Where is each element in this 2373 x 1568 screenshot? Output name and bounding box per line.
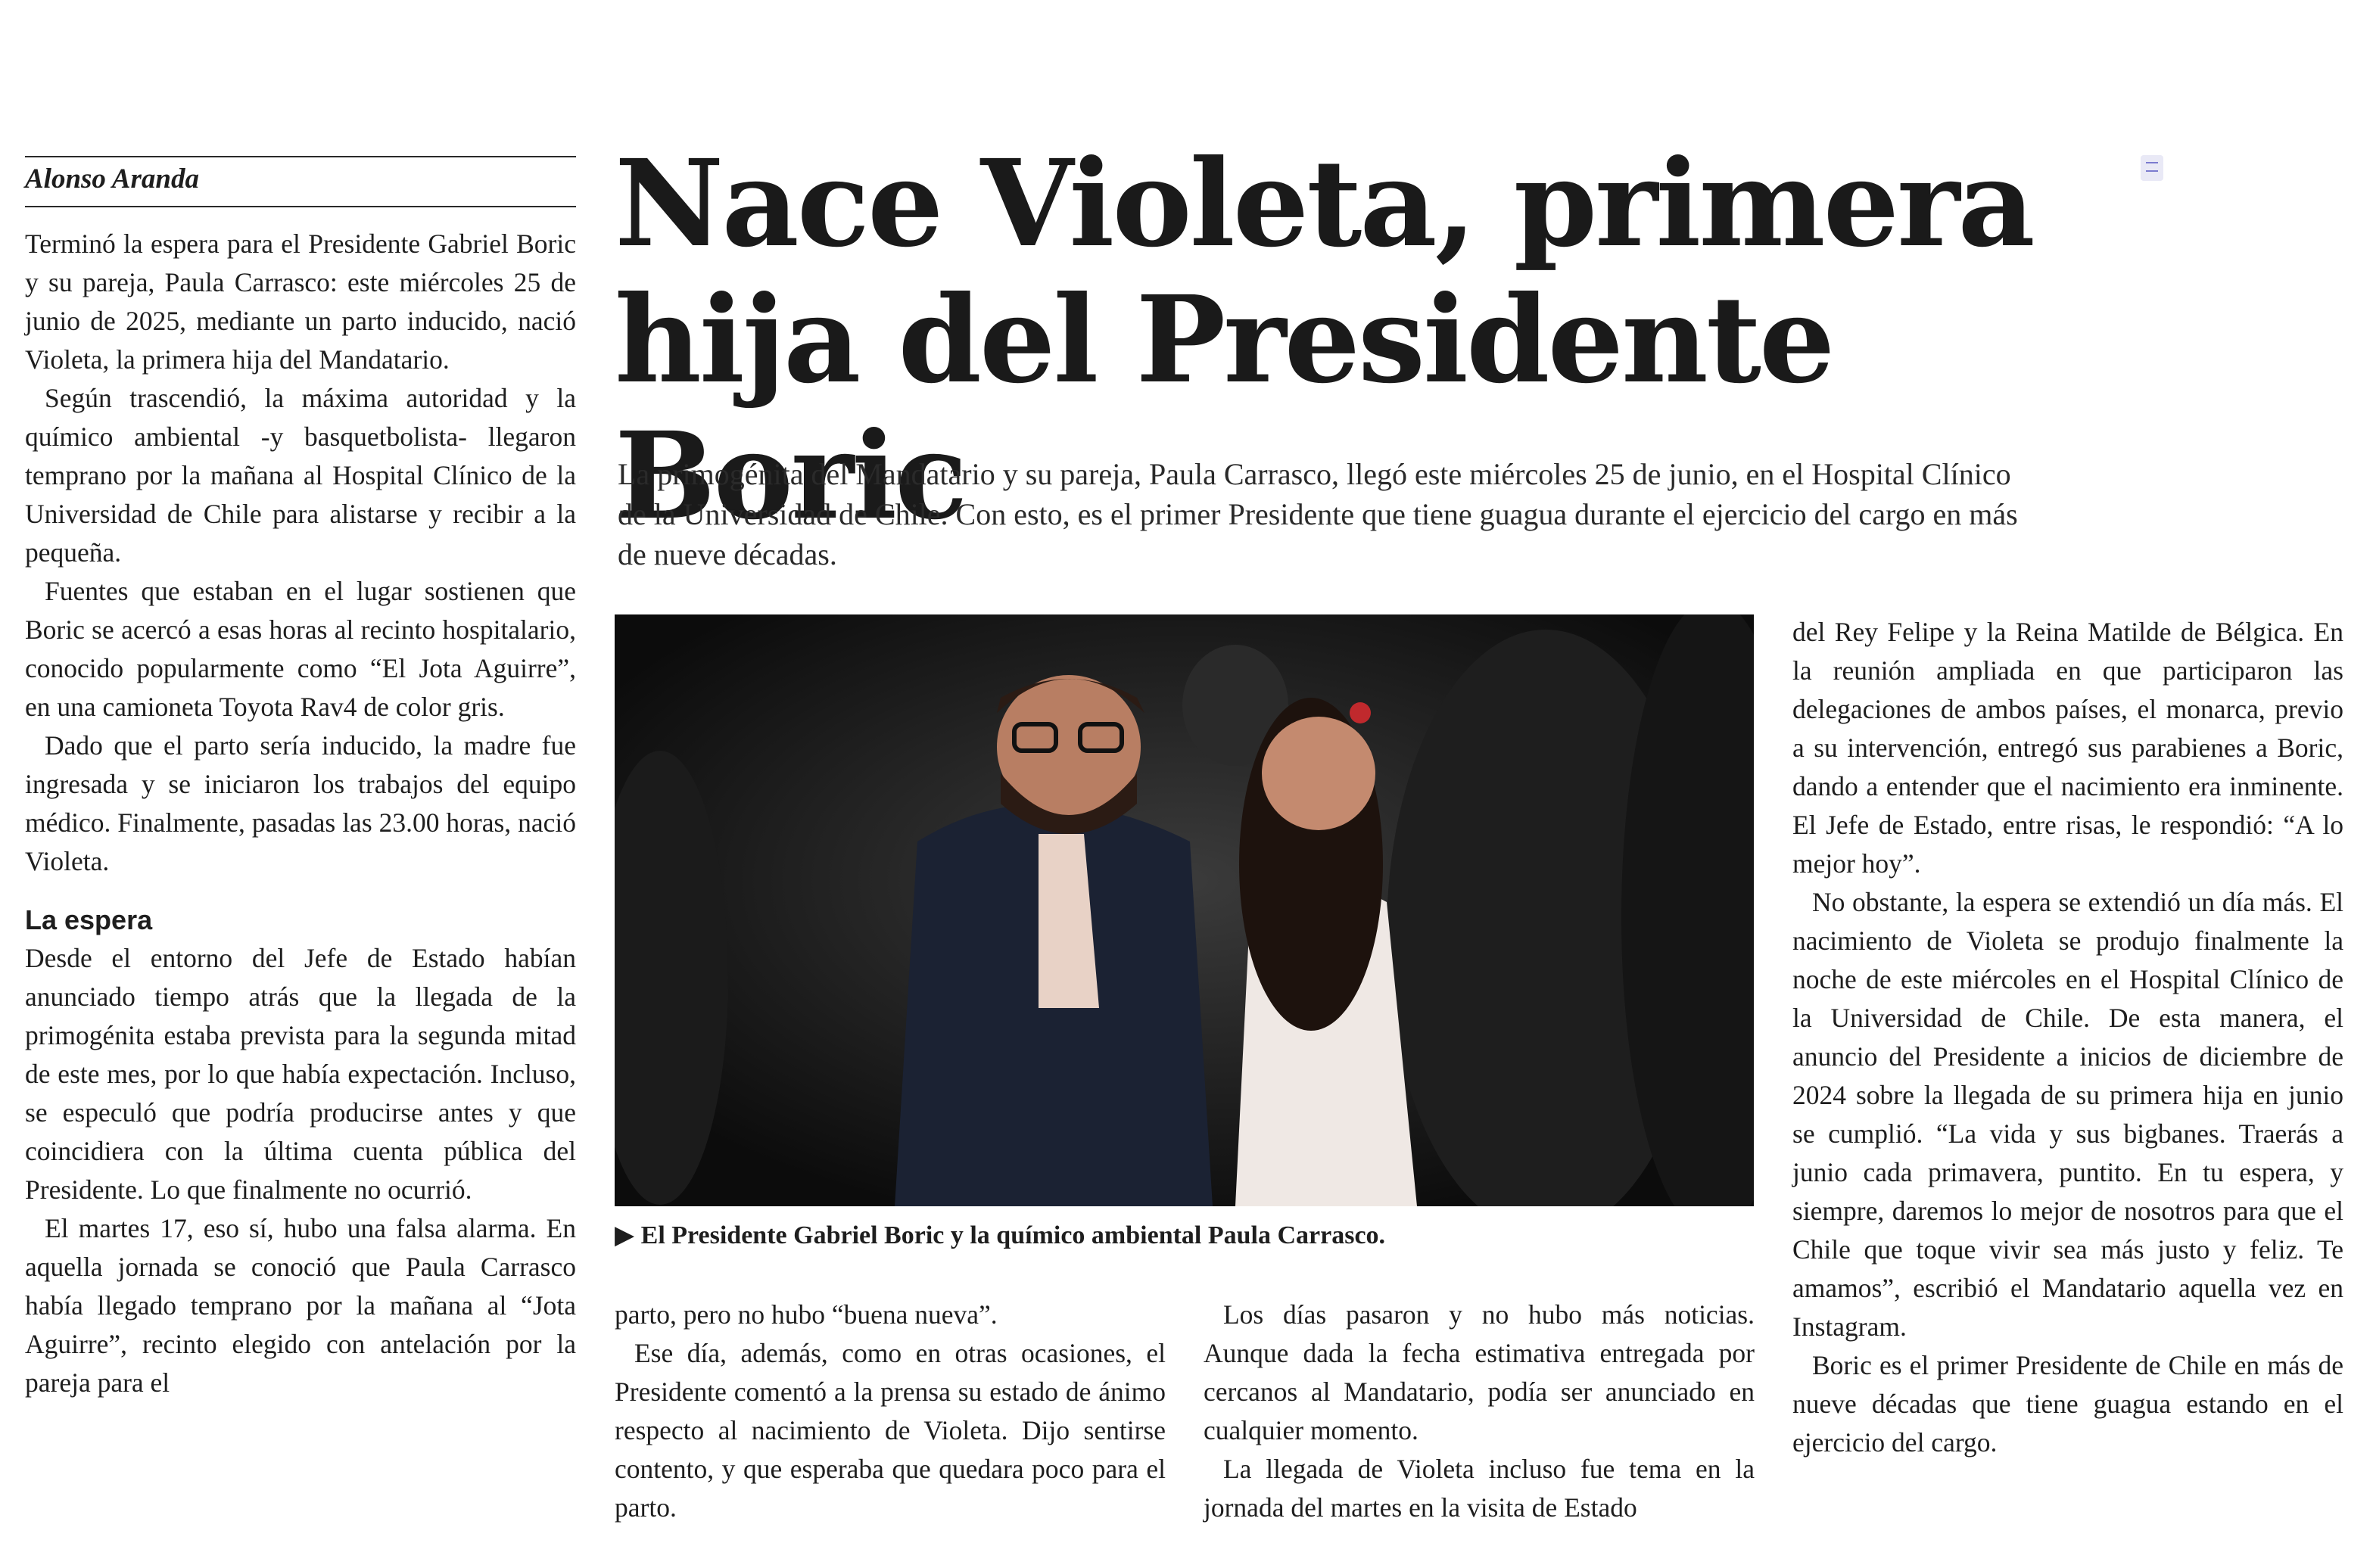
subhead: La espera (25, 904, 153, 935)
byline-bottom-rule (25, 206, 576, 207)
col4-paragraph: del Rey Felipe y la Reina Matilde de Bélgica. En la reunión ampliada en que participaron las delegaciones de ambos países, el monarca, previo a su intervención, entregó sus parabienes a Boric, dando a entender que el nacimiento era inminente. El Jefe de Estado, entre risas, le respondió: “A lo mejor hoy”. (1792, 617, 2343, 879)
col3-paragraph: Los días pasaron y no hubo más noticias. Aunque dada la fecha estimativa entregada por cercanos al Mandatario, podía ser anunciado en cualquier momento. (1204, 1299, 1755, 1445)
deck: La primogénita del Mandatario y su pareja, Paula Carrasco, llegó este miércoles 25 de junio, en el Hospital Clínico de la Universidad de Chile. Con esto, es el primer Presidente que tiene guagua durante el ejercicio del cargo en más de nueve décadas. (618, 457, 2018, 571)
caption-marker: ▶ (615, 1221, 635, 1249)
col1-paragraph: Desde el entorno del Jefe de Estado habían anunciado tiempo atrás que la llegada de la primogénita estaba prevista para la segunda mitad de este mes, por lo que había expectación. Incluso, se especuló que podría producirse antes y que coincidiera con la última cuenta pública del Presidente. Lo que finalmente no ocurrió. (25, 943, 576, 1205)
col4-paragraph: No obstante, la espera se extendió un día más. El nacimiento de Violeta se produjo finalmente la noche de este miércoles en el Hospital Clínico de la Universidad de Chile. De esta manera, el anuncio del Presidente a inicios de diciembre de 2024 sobre la llegada de su primera hija en junio se cumplió. “La vida y sus bigbanes. Traerás a junio cada primavera, puntito. En tu espera, y siempre, daremos lo mejor de nosotros para que el Chile que toque vivir sea más justo y feliz. Te amamos”, escribió el Mandatario aquella vez en Instagram. (1792, 887, 2343, 1342)
byline: Alonso Aranda (25, 163, 199, 194)
col2-paragraph: parto, pero no hubo “buena nueva”. (615, 1299, 998, 1330)
col1-paragraph: Según trascendió, la máxima autoridad y la químico ambiental -y basquetbolista- llegaron temprano por la mañana al Hospital Clínico de la Universidad de Chile para alistarse y recibir a la pequeña. (25, 383, 576, 568)
col1-paragraph: Dado que el parto sería inducido, la madre fue ingresada y se iniciaron los trabajos del equipo médico. Finalmente, pasadas las 23.00 horas, nació Violeta. (25, 730, 576, 876)
col1-paragraph: Terminó la espera para el Presidente Gabriel Boric y su pareja, Paula Carrasco: este miércoles 25 de junio de 2025, mediante un parto inducido, nació Violeta, la primera hija del Mandatario. (25, 229, 576, 375)
photo-illustration (615, 614, 1754, 1206)
col3-paragraph: La llegada de Violeta incluso fue tema en la jornada del martes en la visita de Estado (1204, 1454, 1755, 1523)
col1-paragraph: El martes 17, eso sí, hubo una falsa alarma. En aquella jornada se conoció que Paula Carrasco había llegado temprano por la mañana al “Jota Aguirre”, recinto elegido con antelación por la pareja para el (25, 1213, 576, 1398)
photo-caption (615, 1223, 1385, 1249)
byline-top-rule (25, 156, 576, 157)
article-photo (615, 614, 1754, 1206)
column-3 (1204, 1296, 1755, 1527)
col4-paragraph: Boric es el primer Presidente de Chile en más de nueve décadas que tiene guagua estando en el ejercicio del cargo. (1792, 1350, 2343, 1458)
column-2 (615, 1296, 1166, 1527)
note-icon[interactable] (2141, 155, 2163, 181)
caption-text: El Presidente Gabriel Boric y la químico ambiental Paula Carrasco. (640, 1221, 1386, 1249)
col2-paragraph: Ese día, además, como en otras ocasiones, el Presidente comentó a la prensa su estado de ánimo respecto al nacimiento de Violeta. Dijo sentirse contento, y que esperaba que quedara poco para el parto. (615, 1338, 1166, 1523)
headline: Nace Violeta, primera hija del Presidente Boric (615, 134, 2033, 546)
column-4 (1792, 613, 2343, 1462)
column-1 (25, 225, 576, 1402)
col1-paragraph: Fuentes que estaban en el lugar sostienen que Boric se acercó a esas horas al recinto hospitalario, conocido popularmente como “El Jota Aguirre”, en una camioneta Toyota Rav4 de color gris. (25, 576, 576, 722)
